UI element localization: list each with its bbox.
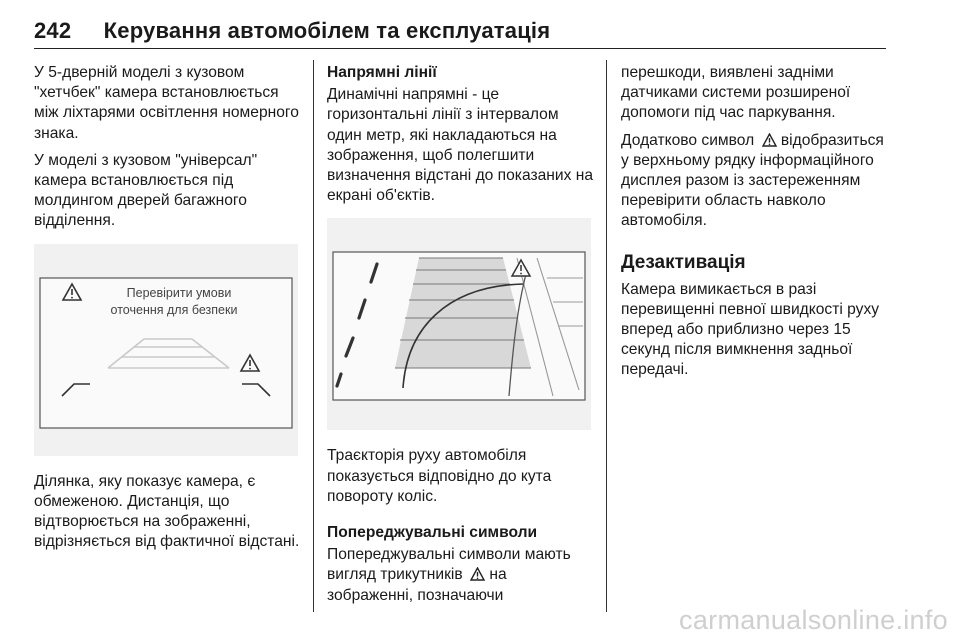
- paragraph: [327, 545, 597, 606]
- subheading-guide-lines: Напрямні лінії: [327, 64, 437, 81]
- paragraph: [621, 131, 893, 232]
- trajectory-figure: [327, 218, 591, 430]
- page-header: [34, 18, 550, 44]
- paragraph: перешкоди, виявлені задніми датчиками системи розширеної допомоги під час паркування.: [621, 64, 851, 122]
- figure-caption-line1: Перевірити умови: [126, 285, 232, 300]
- column-3: [621, 63, 893, 388]
- camera-warning-figure: [34, 244, 298, 456]
- warning-triangle-icon: [762, 133, 777, 147]
- paragraph-text: Попереджувальні символи мають вигляд трикутників: [327, 546, 571, 584]
- paragraph-text: Додатково символ: [621, 131, 755, 149]
- figure-caption-line2: оточення для безпеки: [110, 302, 238, 317]
- paragraph: У моделі з кузовом "універсал" камера встановлюється під молдингом дверей багажного відділення.: [34, 151, 258, 230]
- section-heading-deactivation: Дезактивація: [621, 251, 746, 273]
- page-title: Керування автомобілем та експлуатація: [103, 18, 551, 43]
- watermark: carmanualsonline.info: [679, 605, 948, 635]
- paragraph-text: відобразиться у верхньому рядку інформаційного дисплея разом із застереженням перевірити область навколо автомобіля.: [621, 131, 884, 230]
- paragraph: У 5-дверній моделі з кузовом "хетчбек" камера встановлюється між ліхтарями освітлення номерного знака.: [34, 64, 299, 142]
- paragraph-text: на зображенні, позначаючи: [327, 566, 507, 604]
- column-1: [34, 63, 302, 559]
- paragraph: Камера вимикається в разі перевищенні певної швидкості руху вперед або приблизно через 15 секунд після вимкнення задньої передачі.: [621, 280, 880, 379]
- paragraph: Траєкторія руху автомобіля показується відповідно до кута повороту коліс.: [327, 447, 552, 505]
- page-number: 242: [34, 18, 72, 43]
- warning-triangle-icon: [470, 567, 485, 581]
- header-rule: [34, 48, 886, 49]
- subheading-warning-symbols: Попереджувальні символи: [327, 524, 538, 542]
- column-separator: [313, 60, 314, 612]
- paragraph: Динамічні напрямні - це горизонтальні лінії з інтервалом один метр, які накладаються на зображення, щоб полегшити визначення відстані до показаних на екрані об'єктів.: [327, 86, 594, 205]
- column-2: [327, 63, 597, 613]
- column-separator: [606, 60, 607, 612]
- paragraph: Ділянка, яку показує камера, є обмеженою. Дистанція, що відтворюється на зображенні, відрізняється від фактичної відстані.: [34, 472, 300, 551]
